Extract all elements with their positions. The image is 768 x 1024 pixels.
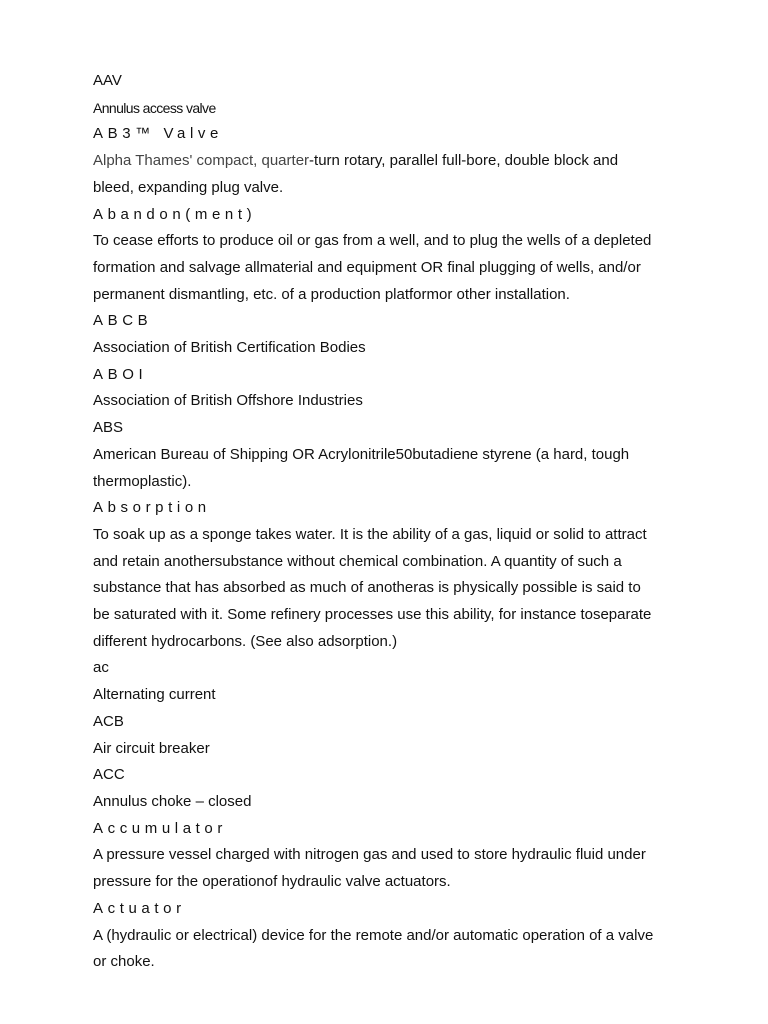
definition-accumulator-line-2: pressure for the operationof hydraulic valve actuators. [93, 873, 451, 891]
definition-abandonment-line-2: formation and salvage allmaterial and equipment OR final plugging of wells, and/or [93, 258, 641, 276]
definition-absorption-line-4: be saturated with it. Some refinery processes use this ability, for instance toseparate [93, 606, 652, 624]
term-aboi: ABOI [93, 365, 148, 383]
definition-accumulator-line-1: A pressure vessel charged with nitrogen gas and used to store hydraulic fluid under [93, 846, 646, 864]
definition-ab3-valve-line-1b: -turn rotary, parallel full-bore, double block and [309, 152, 619, 170]
definition-acc: Annulus choke – closed [93, 792, 252, 810]
term-accumulator: Accumulator [93, 819, 227, 837]
definition-absorption-line-2: and retain anothersubstance without chemical combination. A quantity of such a [93, 552, 622, 570]
definition-absorption-line-3: substance that has absorbed as much of anotheras is physically possible is said to [93, 579, 641, 597]
term-abs: ABS [93, 419, 124, 437]
definition-aboi: Association of British Offshore Industries [93, 392, 363, 410]
term-absorption: Absorption [93, 499, 211, 517]
term-acc: ACC [93, 766, 125, 784]
document-page [93, 68, 683, 976]
definition-ab3-valve-line-1 [93, 148, 683, 175]
definition-actuator-line-2: or choke. [93, 953, 155, 971]
definition-absorption-line-1: To soak up as a sponge takes water. It is the ability of a gas, liquid or solid to attract [93, 525, 647, 543]
term-aav: AAV [93, 72, 122, 89]
definition-ac: Alternating current [93, 686, 216, 704]
definition-aav: Annulus access valve [93, 99, 216, 116]
definition-abs-line-2: thermoplastic). [93, 472, 192, 490]
term-ab3-valve: AB3™ Valve [93, 125, 223, 143]
term-ac: ac [93, 659, 109, 677]
definition-ab3-valve-line-2: bleed, expanding plug valve. [93, 178, 284, 196]
term-acb: ACB [93, 712, 124, 730]
term-actuator: Actuator [93, 899, 186, 917]
term-abandonment: Abandon(ment) [93, 205, 257, 223]
definition-abandonment-line-1: To cease efforts to produce oil or gas from a well, and to plug the wells of a depleted [93, 232, 652, 250]
definition-ab3-valve-line-1a: Alpha Thames' compact, quarter [93, 152, 310, 170]
definition-abcb: Association of British Certification Bodies [93, 339, 366, 357]
definition-actuator-line-1: A (hydraulic or electrical) device for the remote and/or automatic operation of a valve [93, 926, 654, 944]
definition-abs-line-1: American Bureau of Shipping OR Acrylonitrile50butadiene styrene (a hard, tough [93, 445, 630, 463]
definition-abandonment-line-3: permanent dismantling, etc. of a production platformor other installation. [93, 285, 570, 303]
definition-acb: Air circuit breaker [93, 739, 210, 757]
definition-absorption-line-5: different hydrocarbons. (See also adsorption.) [93, 632, 398, 650]
term-abcb: ABCB [93, 312, 153, 330]
